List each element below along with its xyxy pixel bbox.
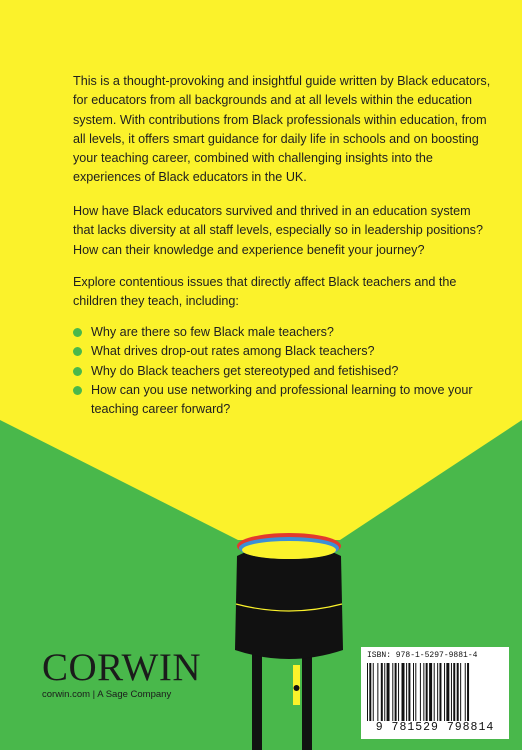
list-item-text: Why are there so few Black male teachers? (91, 325, 334, 339)
issues-list (73, 323, 503, 419)
description-paragraph-3: Explore contentious issues that directly affect Black teachers and the children they teach, including: (73, 275, 457, 309)
barcode-digits: 9 781529 798814 (375, 721, 495, 734)
list-item (73, 323, 503, 342)
list-item (73, 362, 503, 381)
list-item (73, 342, 503, 361)
bullet-icon (73, 328, 82, 337)
description-paragraph-2: How have Black educators survived and thrived in an education system that lacks diversity at all staff levels, especially so in leadership positions? How can their knowledge and experience benefit your journey? (73, 204, 483, 257)
description-paragraph-1: This is a thought-provoking and insightful guide written by Black educators, for educators from all backgrounds and at all levels within the education system. With contributions from Black professionals within education, from all levels, it offers smart guidance for daily life in schools and on boosting your teaching career, combined with challenging insights into the experiences of Black educators in the UK. (73, 74, 491, 185)
publisher-tagline: corwin.com | A Sage Company (42, 689, 172, 700)
list-item-text: Why do Black teachers get stereotyped and fetishised? (91, 363, 399, 378)
bullet-icon (73, 386, 82, 395)
bullet-icon (73, 347, 82, 356)
isbn-label: ISBN: 978-1-5297-9881-4 (367, 651, 478, 660)
barcode-icon (367, 663, 503, 721)
isbn-barcode (361, 647, 509, 739)
publisher-logo (42, 648, 201, 701)
list-item-text: What drives drop-out rates among Black teachers? (91, 344, 375, 359)
publisher-logo-text: CORWIN (42, 646, 201, 689)
list-item (73, 381, 503, 420)
list-item-text: How can you use networking and professional learning to move your teaching career forward? (91, 382, 473, 417)
bullet-icon (73, 367, 82, 376)
